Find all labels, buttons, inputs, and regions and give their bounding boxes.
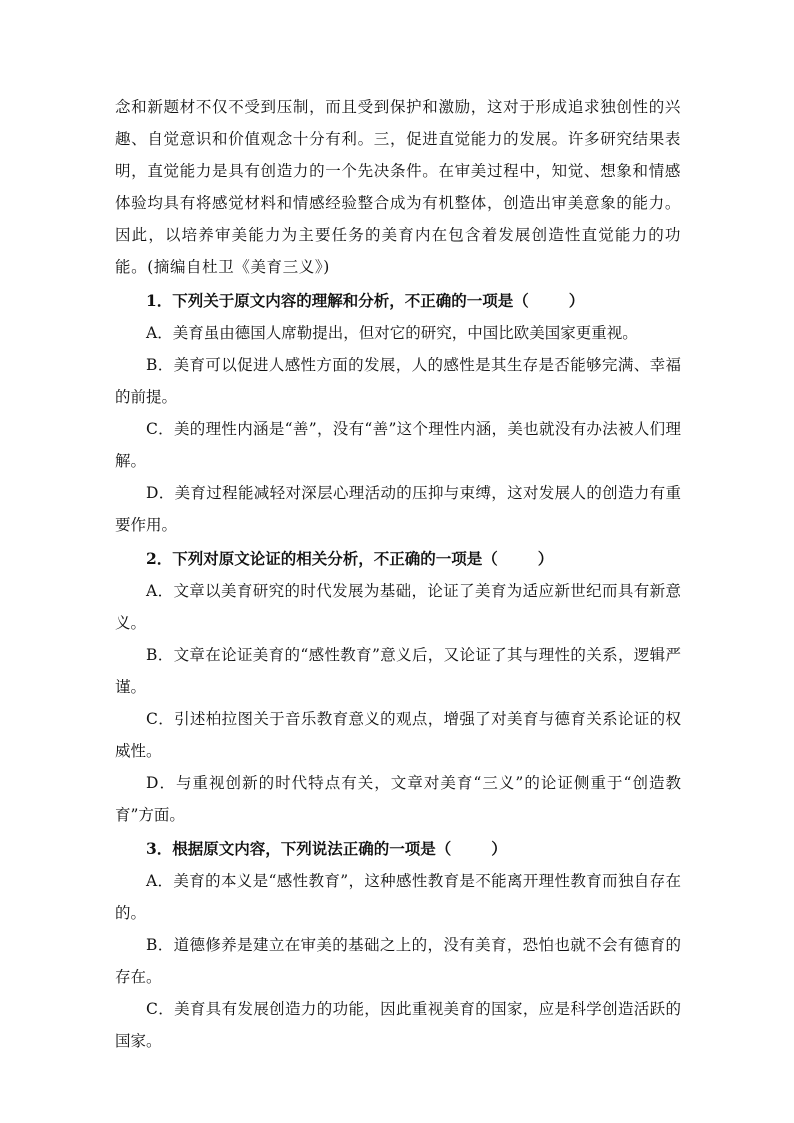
option-b: B．文章在论证美育的“感性教育”意义后，又论证了其与理性的关系，逻辑严谨。 xyxy=(115,646,681,696)
option-c: C．引述柏拉图关于音乐教育意义的观点，增强了对美育与德育关系论证的权威性。 xyxy=(115,710,681,760)
question-stem: 3．根据原文内容，下列说法正确的一项是（ ） xyxy=(146,839,507,858)
option-c: C．美育具有发展创造力的功能，因此重视美育的国家，应是科学创造活跃的国家。 xyxy=(115,1000,681,1050)
option-c: C．美的理性内涵是“善”，没有“善”这个理性内涵，美也就没有办法被人们理解。 xyxy=(115,420,681,470)
option-a: A．文章以美育研究的时代发展为基础，论证了美育为适应新世纪而具有新意义。 xyxy=(115,582,681,632)
passage-source: (摘编自杜卫《美育三义》) xyxy=(147,258,330,276)
document-content xyxy=(115,91,681,1057)
option-d: D．与重视创新的时代特点有关，文章对美育“三义”的论证侧重于“创造教育”方面。 xyxy=(115,774,681,824)
option-a: A．美育的本义是“感性教育”，这种感性教育是不能离开理性教育而独自存在的。 xyxy=(115,872,681,922)
question-stem: 1．下列关于原文内容的理解和分析，不正确的一项是（ ） xyxy=(146,291,585,310)
option-b: B．道德修养是建立在审美的基础之上的，没有美育，恐怕也就不会有德育的存在。 xyxy=(115,936,681,986)
option-d: D．美育过程能减轻对深层心理活动的压抑与束缚，这对发展人的创造力有重要作用。 xyxy=(115,484,681,534)
passage-paragraph xyxy=(115,91,681,283)
passage-text: 念和新题材不仅不受到压制，而且受到保护和激励，这对于形成追求独创性的兴趣、自觉意识和价值观念十分有利。三，促进直觉能力的发展。许多研究结果表明，直觉能力是具有创造力的一个先决条件。在审美过程中，知觉、想象和情感体验均具有将感觉材料和情感经验整合成为有机整体，创造出审美意象的能力。因此，以培养审美能力为主要任务的美育内在包含着发展创造性直觉能力的功能。 xyxy=(115,98,681,276)
question-3 xyxy=(115,833,681,1057)
question-stem: 2．下列对原文论证的相关分析，不正确的一项是（ ） xyxy=(146,549,554,568)
option-a: A．美育虽由德国人席勒提出，但对它的研究，中国比欧美国家更重视。 xyxy=(146,324,638,342)
question-1 xyxy=(115,285,681,541)
option-b: B．美育可以促进人感性方面的发展，人的感性是其生存是否能够完满、幸福的前提。 xyxy=(115,356,681,406)
question-2 xyxy=(115,543,681,831)
